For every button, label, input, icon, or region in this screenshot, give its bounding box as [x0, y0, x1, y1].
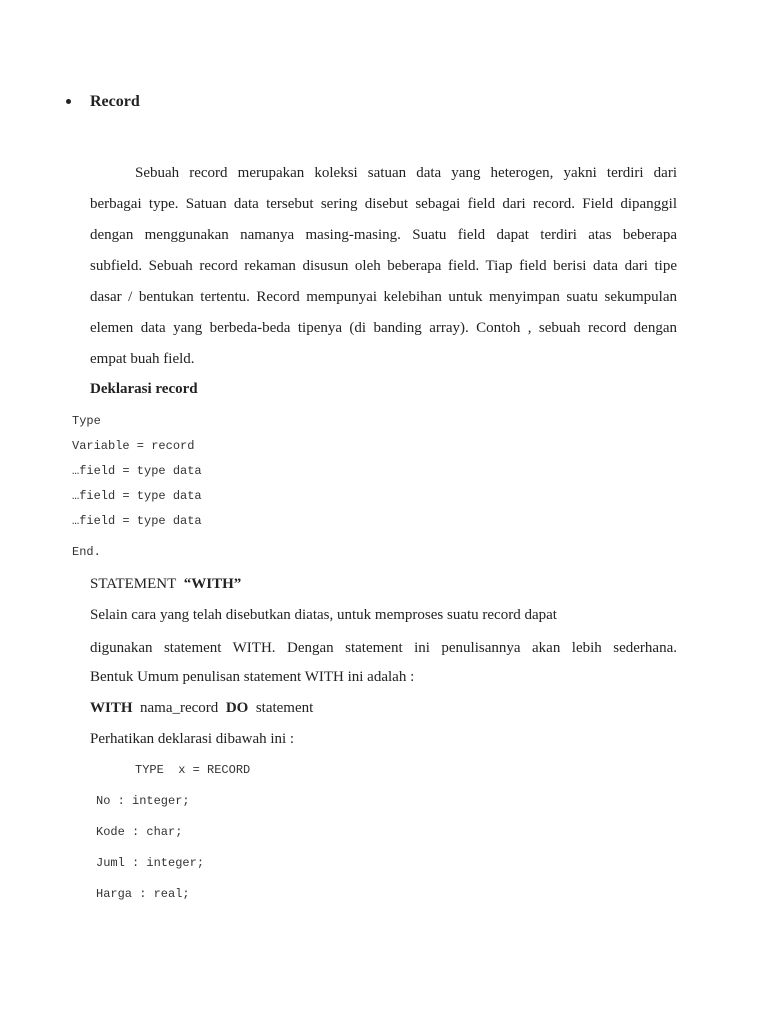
paragraph-line: dengan menggunakan namanya masing-masing. Suatu field dapat terdiri atas beberapa — [90, 227, 677, 243]
code-line: End. — [72, 545, 101, 559]
syntax-statement: statement — [255, 700, 314, 716]
paragraph-line: elemen data yang berbeda-beda tipenya (di banding array). Contoh , sebuah record dengan — [90, 320, 677, 336]
code-line: TYPE x = RECORD — [135, 763, 251, 777]
section-title: Record — [90, 93, 140, 110]
paragraph-line: berbagai type. Satuan data tersebut sering disebut sebagai field dari record. Field dipanggil — [90, 196, 677, 212]
with-justified-line — [90, 638, 677, 669]
with-text-line: Perhatikan deklarasi dibawah ini : — [90, 731, 295, 747]
paragraph-line: Sebuah record merupakan koleksi satuan data yang heterogen, yakni terdiri dari — [135, 165, 677, 181]
syntax-record-name: nama_record — [140, 700, 219, 716]
code-line: No : integer; — [96, 794, 190, 808]
with-text-line: digunakan statement WITH. Dengan statement ini penulisannya akan lebih sederhana. — [90, 640, 677, 656]
with-text-line: Bentuk Umum penulisan statement WITH ini adalah : — [90, 669, 415, 685]
syntax-keyword-with: WITH — [90, 700, 133, 716]
with-heading — [90, 576, 241, 593]
code-line: Harga : real; — [96, 887, 190, 901]
code-line: …field = type data — [72, 489, 202, 503]
code-line: …field = type data — [72, 514, 202, 528]
bullet-icon — [66, 99, 71, 104]
code-line: …field = type data — [72, 464, 202, 478]
code-line: Type — [72, 414, 101, 428]
code-line: Variable = record — [72, 439, 195, 453]
with-syntax — [90, 700, 313, 717]
with-heading-keyword: “WITH” — [183, 576, 242, 592]
subheading-deklarasi: Deklarasi record — [90, 381, 198, 397]
paragraph-line: empat buah field. — [90, 351, 195, 367]
with-heading-label: STATEMENT — [90, 576, 177, 592]
paragraph-line: subfield. Sebuah record rekaman disusun oleh beberapa field. Tiap field berisi data dari tipe — [90, 258, 677, 274]
paragraph-line: dasar / bentukan tertentu. Record mempunyai kelebihan untuk menyimpan suatu sekumpulan — [90, 289, 677, 305]
intro-paragraph — [90, 163, 677, 380]
code-line: Kode : char; — [96, 825, 183, 839]
code-line: Juml : integer; — [96, 856, 205, 870]
with-text-line: Selain cara yang telah disebutkan diatas, untuk memproses suatu record dapat — [90, 607, 557, 623]
syntax-keyword-do: DO — [225, 700, 249, 716]
